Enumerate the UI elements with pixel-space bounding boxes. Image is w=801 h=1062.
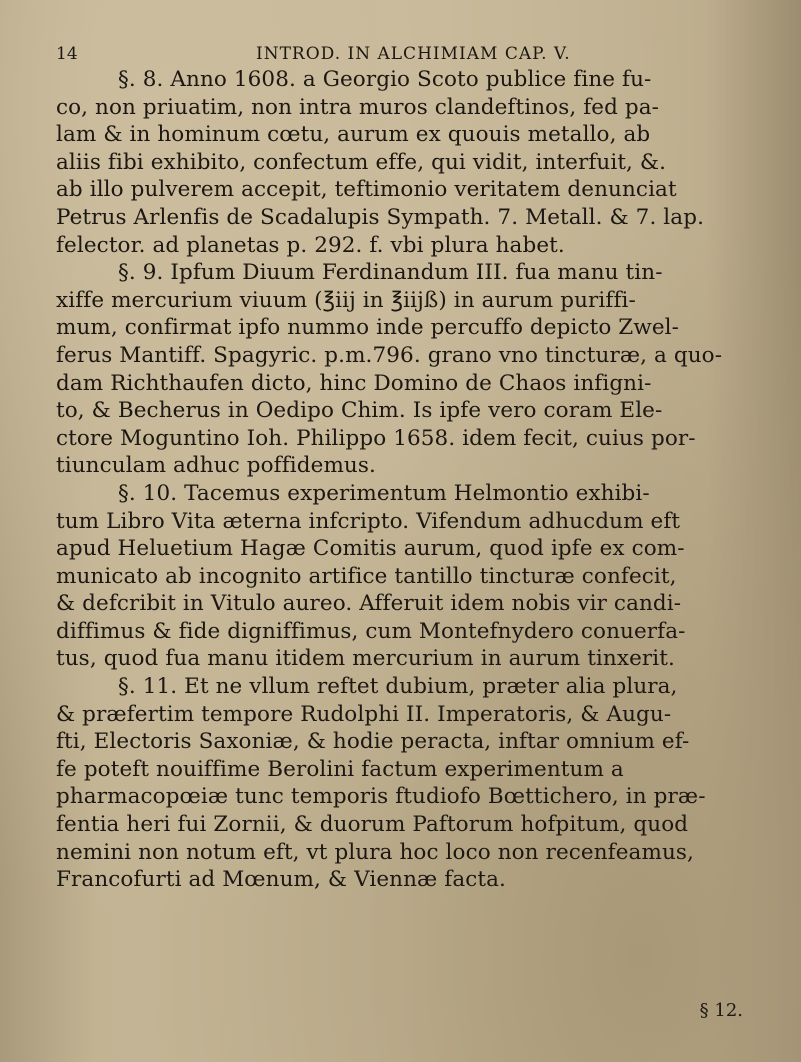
text-line: felector. ad planetas p. 292. f. vbi plura habet. [56,232,565,258]
page-header [56,44,756,64]
text-line: tum Libro Vita æterna infcripto. Vifendum adhucdum eft [56,508,681,534]
text-line: Petrus Arlenfis de Scadalupis Sympath. 7. Metall. & 7. lap. [56,204,705,230]
text-line: & præfertim tempore Rudolphi II. Imperatoris, & Augu- [56,701,672,727]
text-line: §. 9. Ipfum Diuum Ferdinandum III. fua manu tin- [118,260,663,286]
text-line: pharmacopœiæ tunc temporis ftudiofo Bœttichero, in præ- [56,784,706,810]
text-line: fe poteft nouiffime Berolini factum experimentum a [56,756,624,782]
text-line: ctore Moguntino Ioh. Philippo 1658. idem fecit, cuius por- [56,425,696,451]
text-line: §. 8. Anno 1608. a Georgio Scoto publice fine fu- [118,67,652,92]
text-line: ab illo pulverem accepit, teftimonio veritatem denunciat [56,177,677,203]
text-line: ferus Mantiff. Spagyric. p.m.796. grano vno tincturæ, a quo- [56,342,723,368]
text-line: §. 11. Et ne vllum reftet dubium, præter alia plura, [118,674,678,700]
text-line: xiffe mercurium viuum (℥iij in ℥iijß) in aurum puriffi- [56,287,636,313]
text-line: nemini non notum eft, vt plura hoc loco non recenfeamus, [56,839,694,865]
text-line: lam & in hominum cœtu, aurum ex quouis metallo, ab [56,122,651,148]
text-line: diffimus & fide digniffimus, cum Montefnydero conuerfa- [56,618,686,644]
text-line: apud Heluetium Hagæ Comitis aurum, quod ipfe ex com- [56,536,685,562]
running-title: INTROD. IN ALCHIMIAM CAP. V. [256,44,571,64]
text-line: mum, confirmat ipfo nummo inde percuffo depicto Zwel- [56,315,680,341]
text-line: municato ab incognito artifice tantillo tincturæ confecit, [56,563,677,589]
text-line: tiunculam adhuc poffidemus. [56,453,376,479]
text-line: dam Richthaufen dicto, hinc Domino de Chaos infigni- [56,370,652,396]
text-line: Francofurti ad Mœnum, & Viennæ facta. [56,867,506,893]
catchword: § 12. [699,1000,743,1021]
page-number: 14 [56,44,78,64]
text-line: to, & Becherus in Oedipo Chim. Is ipfe vero coram Ele- [56,398,663,424]
text-line: fentia heri fui Zornii, & duorum Paftorum hofpitum, quod [56,812,689,838]
text-line: fti, Electoris Saxoniæ, & hodie peracta, inftar omnium ef- [56,729,690,755]
page-text [56,44,756,894]
text-line: aliis fibi exhibito, confectum effe, qui vidit, interfuit, &. [56,149,667,175]
text-line: co, non priuatim, non intra muros clandeftinos, fed pa- [56,94,660,120]
text-line: & defcribit in Vitulo aureo. Afferuit idem nobis vir candi- [56,591,682,617]
text-line: §. 10. Tacemus experimentum Helmontio exhibi- [118,480,650,506]
text-line: tus, quod fua manu itidem mercurium in aurum tinxerit. [56,646,675,672]
